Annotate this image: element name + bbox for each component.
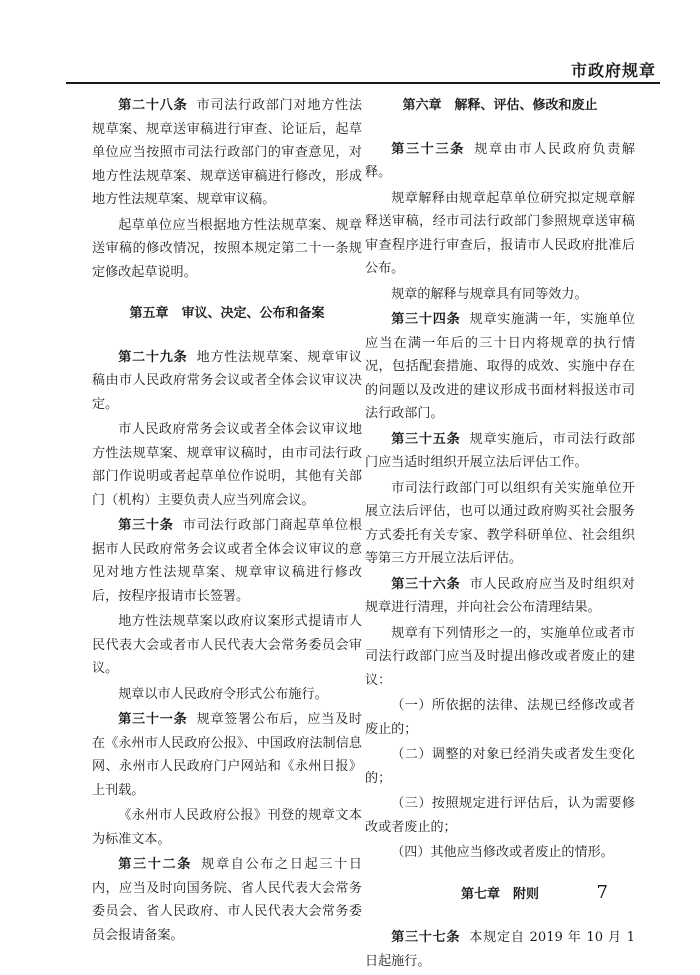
- article-29: [92, 346, 362, 417]
- page-number: 7: [596, 882, 608, 903]
- article-label: 第三十一条: [118, 712, 188, 727]
- article-text: 本规定自 2019 年 10 月 1 日起施行。: [365, 930, 635, 969]
- article-text: 市人民政府应当及时组织对规章进行清理，并向社会公布清理结果。: [365, 576, 636, 615]
- article-label: 第三十七条: [391, 930, 461, 945]
- article-text: 市司法行政部门对地方性法规草案、规章送审稿进行审查、论证后，起草单位应当按照市司法行政部门的审查意见，对地方性法规草案、规章送审稿进行修改，形成地方性法规草案、规章审议稿。: [92, 98, 363, 207]
- paragraph: 《永州市人民政府公报》刊登的规章文本为标准文本。: [92, 808, 362, 847]
- chapter-heading: 第六章 解释、评估、修改和废止: [402, 98, 598, 113]
- article-31: [92, 708, 362, 802]
- article-33: [365, 138, 635, 185]
- list-item: （三）按照规定进行评估后，认为需要修改或者废止的；: [365, 796, 635, 835]
- article-text: 规章由市人民政府负责解释。: [365, 141, 636, 180]
- list-item: （二）调整的对象已经消失或者发生变化的；: [365, 747, 635, 786]
- paragraph: 地方性法规草案以政府议案形式提请市人民代表大会或者市人民代表大会常务委员会审议。: [92, 614, 362, 676]
- article-label: 第三十四条: [391, 312, 461, 327]
- article-36: [365, 573, 635, 620]
- article-text: 规章自公布之日起三十日内，应当及时向国务院、省人民代表大会常务委员会、省人民政府、市人民代表大会常务委员会报请备案。: [92, 857, 363, 943]
- article-label: 第三十三条: [391, 141, 466, 157]
- list-item: （四）其他应当修改或者废止的情形。: [391, 845, 614, 860]
- article-label: 第三十二条: [118, 857, 193, 872]
- article-text: 市司法行政部门商起草单位根据市人民政府常务会议或者全体会议审议的意见对地方性法规草案、规章审议稿进行修改后，按程序报请市长签署。: [92, 518, 362, 604]
- article-text: 地方性法规草案、规章审议稿由市人民政府常务会议或者全体会议审议决定。: [92, 349, 363, 412]
- paragraph: 市人民政府常务会议或者全体会议审议地方性法规草案、规章审议稿时，由市司法行政部门作说明或者起草单位作说明，其他有关部门（机构）主要负责人应当列席会议。: [92, 422, 362, 508]
- paragraph: 起草单位应当根据地方性法规草案、规章送审稿的修改情况，按照本规定第二十一条规定修改起草说明。: [92, 217, 362, 280]
- article-35: [365, 428, 635, 475]
- article-34: [365, 308, 635, 426]
- paragraph: 规章解释由规章起草单位研究拟定规章解释送审稿，经市司法行政部门参照规章送审稿审查程序进行审查后，报请市人民政府批准后公布。: [365, 190, 635, 276]
- article-30: [92, 514, 362, 608]
- right-column: [365, 94, 635, 975]
- article-text: 规章实施后，市司法行政部门应当适时组织开展立法后评估工作。: [365, 431, 636, 470]
- article-label: 第二十九条: [118, 349, 188, 365]
- chapter-heading: 第七章 附则: [460, 886, 539, 902]
- header-rule: [66, 82, 660, 84]
- article-label: 第三十五条: [391, 431, 461, 447]
- paragraph: 市司法行政部门可以组织有关实施单位开展立法后评估，也可以通过政府购买社会服务方式委托有关专家、教学科研单位、社会组织等第三方开展立法后评估。: [365, 480, 635, 566]
- paragraph: 规章的解释与规章具有同等效力。: [391, 286, 588, 302]
- article-28: [92, 94, 362, 212]
- chapter-heading: 第五章 审议、决定、公布和备案: [129, 306, 325, 321]
- article-text: 规章实施满一年，实施单位应当在满一年后的三十日内将规章的执行情况，包括配套措施、取得的成效、实施中存在的问题以及改进的建议形成书面材料报送市司法行政部门。: [365, 312, 636, 421]
- article-label: 第二十八条: [118, 98, 188, 113]
- paragraph: 规章有下列情形之一的，实施单位或者市司法行政部门应当及时提出修改或者废止的建议：: [365, 625, 635, 688]
- list-item: （一）所依据的法律、法规已经修改或者废止的；: [365, 698, 635, 737]
- article-text: 规章签署公布后，应当及时在《永州市人民政府公报》、中国政府法制信息网、永州市人民政府门户网站和《永州日报》上刊载。: [92, 712, 363, 798]
- article-32: [92, 853, 362, 947]
- article-label: 第三十六条: [391, 576, 461, 592]
- article-label: 第三十条: [118, 518, 174, 533]
- header-title: 市政府规章: [570, 61, 656, 80]
- left-column: [92, 94, 362, 949]
- paragraph: 规章以市人民政府令形式公布施行。: [118, 686, 328, 702]
